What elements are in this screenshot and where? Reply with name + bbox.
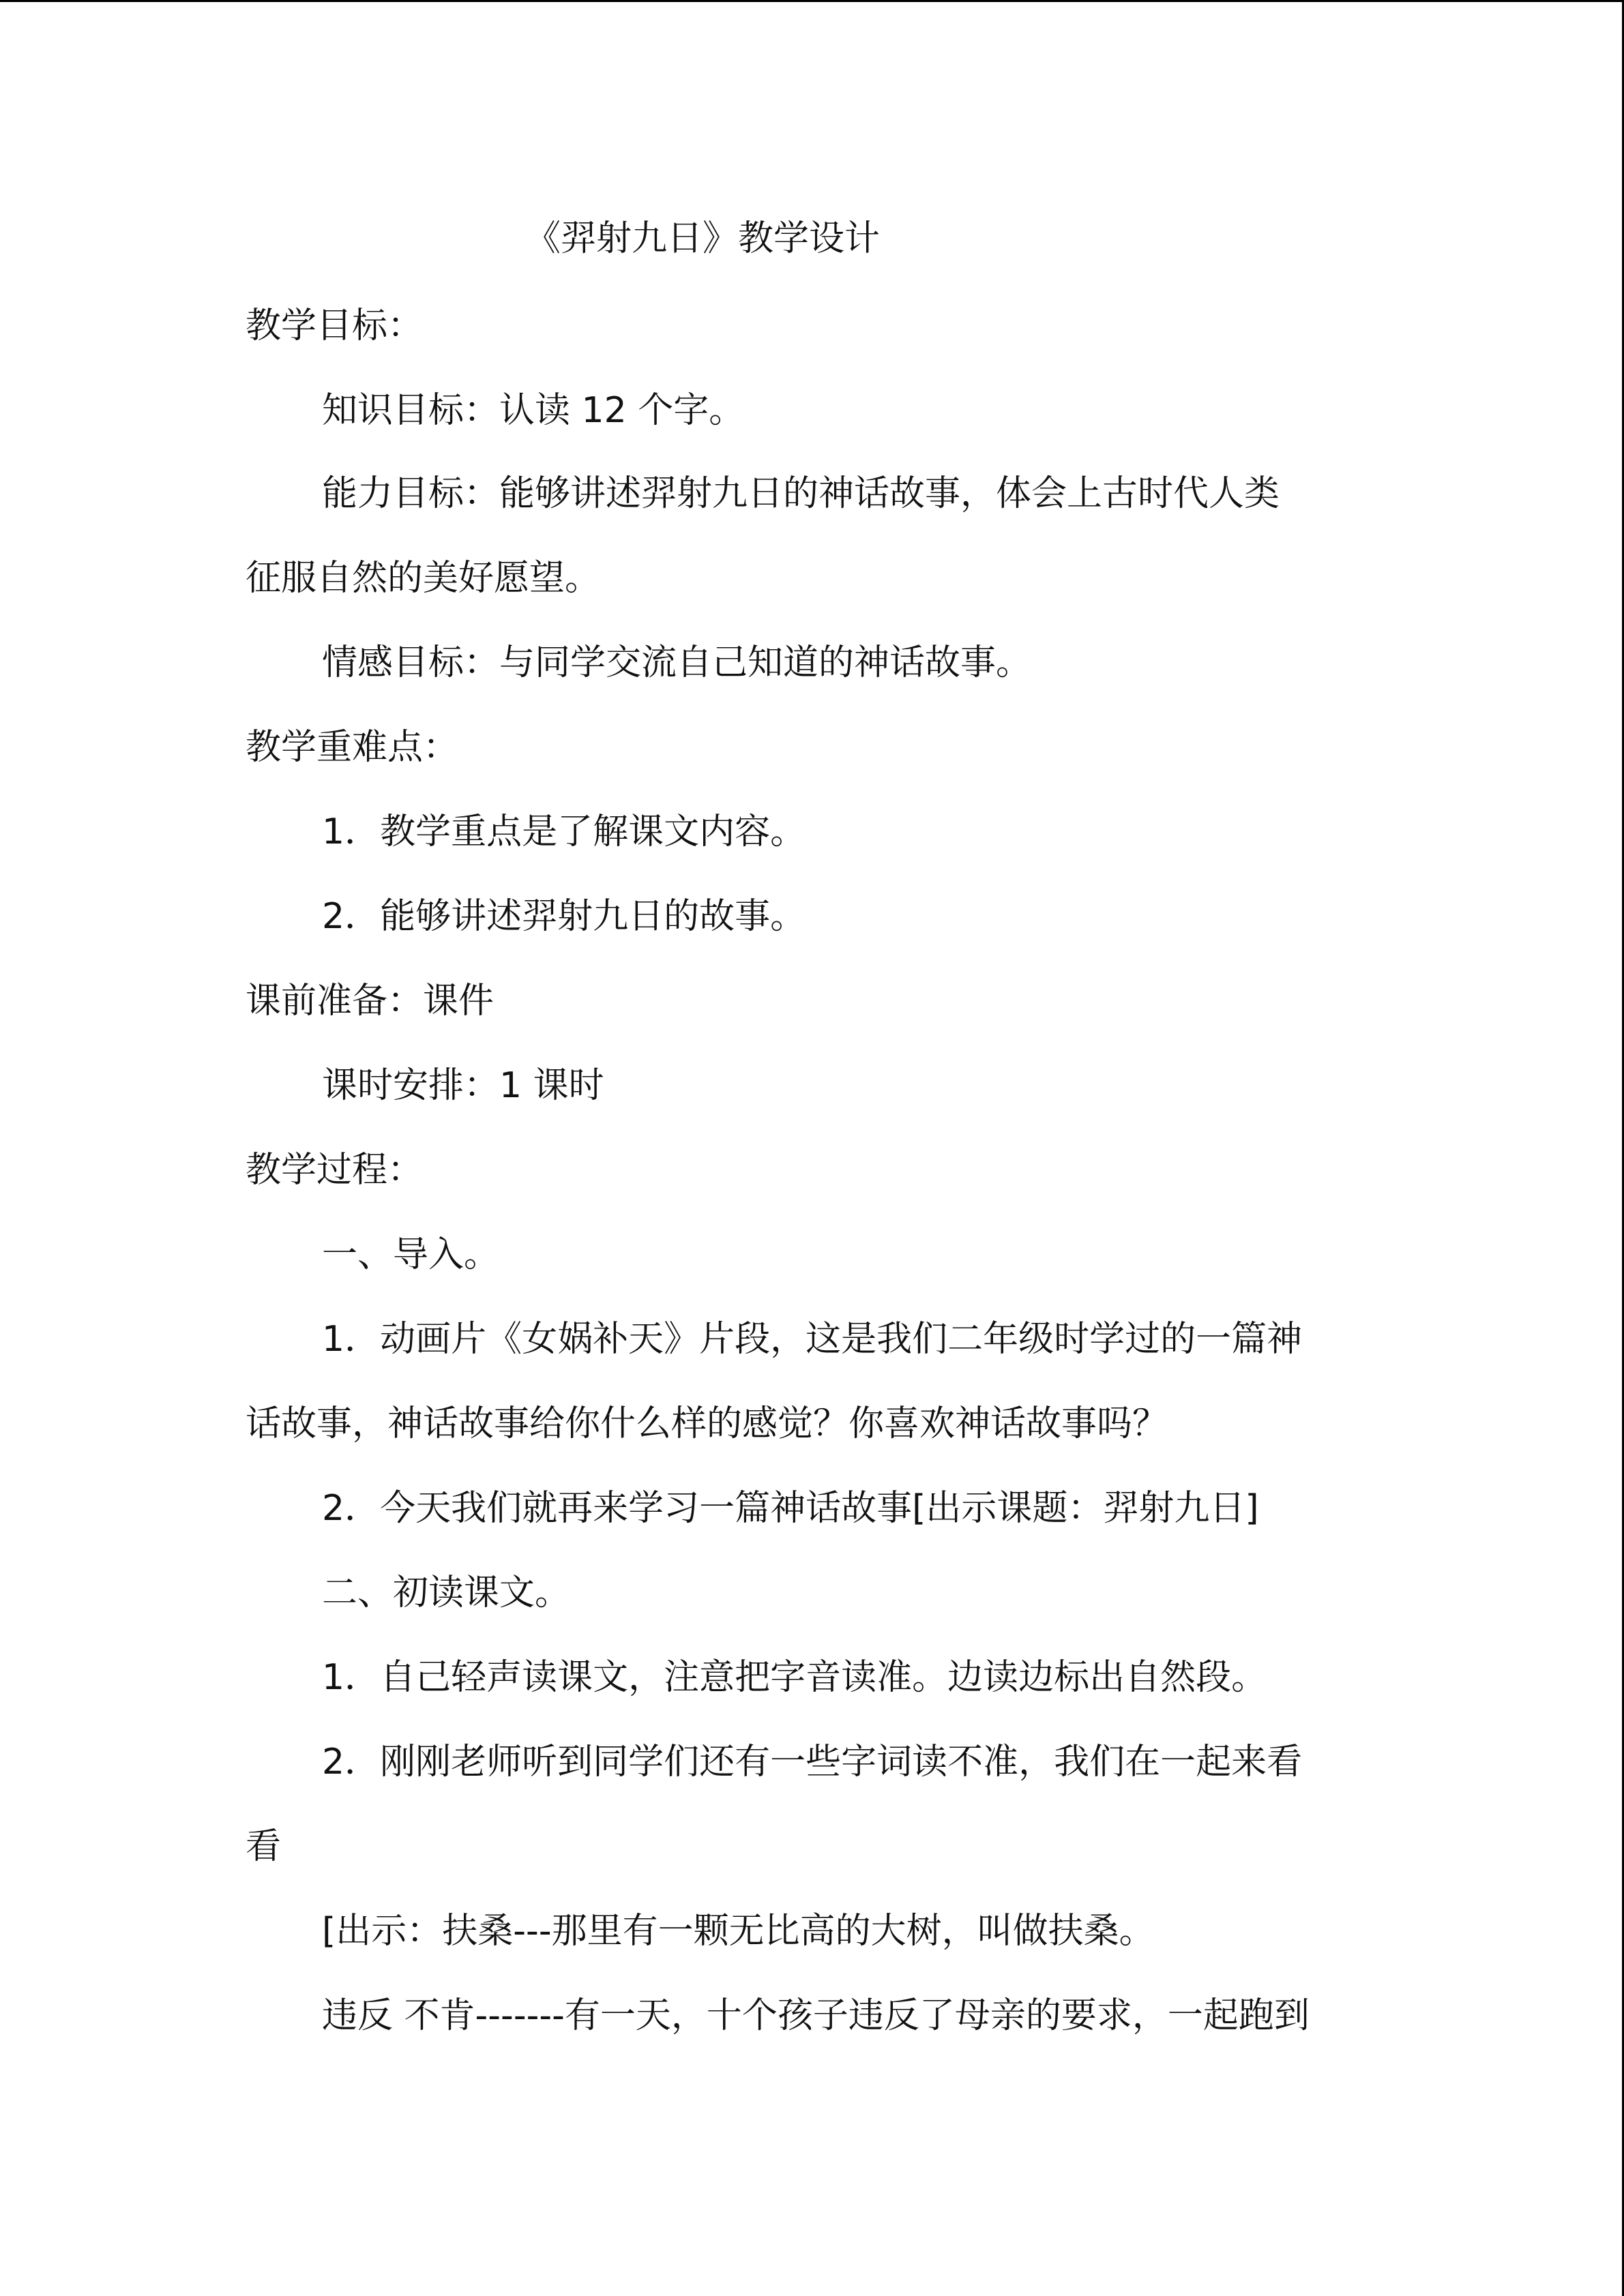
heading-teaching-goals: 教学目标： <box>246 305 424 346</box>
list-item-reading-2-cont: 看 <box>246 1826 282 1867</box>
paragraph-ability-goal: 能力目标：能够讲述羿射九日的神话故事，体会上古时代人类 <box>322 473 1280 514</box>
heading-key-points: 教学重难点： <box>246 727 459 768</box>
list-item-key-point-2: 2．能够讲述羿射九日的故事。 <box>322 896 806 937</box>
paragraph-show-weifan: 违反 不肯-------有一天，十个孩子违反了母亲的要求，一起跑到 <box>322 1995 1310 2036</box>
section-heading-intro: 一、导入。 <box>322 1234 500 1275</box>
page-top-border <box>0 0 1624 2</box>
list-item-intro-2: 2．今天我们就再来学习一篇神话故事[出示课题：羿射九日] <box>322 1488 1259 1529</box>
heading-teaching-process: 教学过程： <box>246 1150 424 1191</box>
paragraph-preparation: 课前准备：课件 <box>246 981 494 1022</box>
list-item-intro-1: 1．动画片《女娲补天》片段，这是我们二年级时学过的一篇神 <box>322 1319 1303 1360</box>
list-item-intro-1-cont: 话故事，神话故事给你什么样的感觉？你喜欢神话故事吗？ <box>246 1403 1168 1444</box>
page-title: 《羿射九日》教学设计 <box>525 218 881 259</box>
list-item-reading-2: 2．刚刚老师听到同学们还有一些字词读不准，我们在一起来看 <box>322 1742 1303 1783</box>
list-item-reading-1: 1．自己轻声读课文，注意把字音读准。边读边标出自然段。 <box>322 1657 1267 1698</box>
paragraph-knowledge-goal: 知识目标：认读 12 个字。 <box>322 390 745 431</box>
section-heading-first-reading: 二、初读课文。 <box>322 1572 571 1613</box>
list-item-key-point-1: 1．教学重点是了解课文内容。 <box>322 811 806 852</box>
paragraph-show-fusang: [出示：扶桑---那里有一颗无比高的大树，叫做扶桑。 <box>322 1911 1155 1952</box>
paragraph-emotion-goal: 情感目标：与同学交流自己知道的神话故事。 <box>322 642 1032 683</box>
paragraph-ability-goal-cont: 征服自然的美好愿望。 <box>246 558 601 599</box>
paragraph-schedule: 课时安排：1 课时 <box>322 1065 604 1106</box>
